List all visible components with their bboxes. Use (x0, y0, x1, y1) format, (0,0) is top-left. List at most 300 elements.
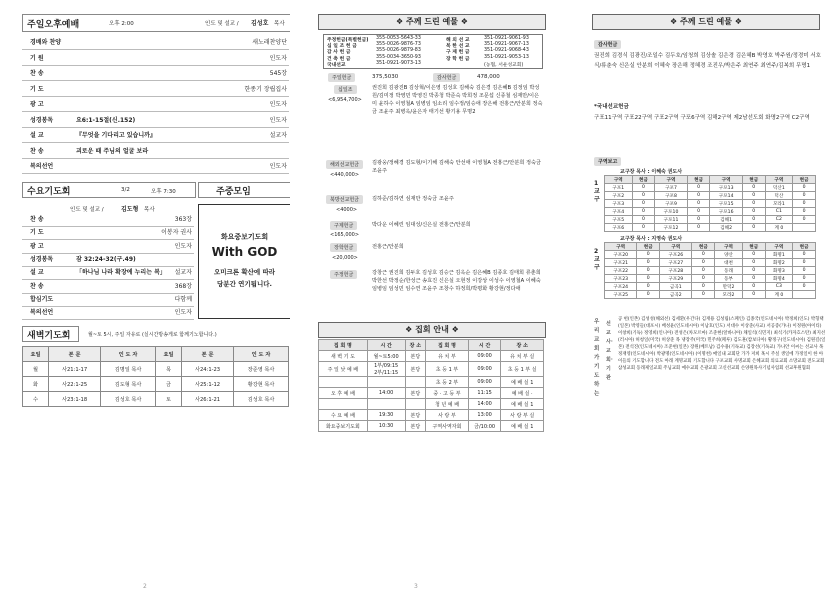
district-cell: 0 (742, 216, 765, 224)
wed-item-person: 설교자 (174, 269, 192, 277)
gathering-cell: 예 배 실 1 (501, 377, 544, 388)
district-cell: 0 (793, 251, 816, 259)
dawn-cell: 김명일 목사 (101, 362, 156, 377)
district-cell: 0 (632, 216, 655, 224)
diamond-icon: ❖ (396, 17, 407, 26)
gathering-cell: 사 랑 부 실 (501, 410, 544, 421)
fri-title: 주중모임 (216, 187, 251, 197)
relief-label: 구제헌금 (330, 221, 357, 230)
dawn-cell: 화 (23, 377, 49, 392)
district-cell: 계 0 (765, 291, 793, 299)
wed-row (22, 293, 194, 307)
wed-item-person: 인도자 (174, 242, 192, 250)
district-cell: 구포3 (605, 200, 633, 208)
district1-table (604, 175, 816, 232)
district-cell: 0 (632, 224, 655, 232)
gathering-row (319, 377, 544, 388)
district-cell: 0 (637, 251, 660, 259)
bank-account-text: 351-0921-9068-43 (484, 48, 529, 54)
gathering-row (319, 421, 544, 432)
thanks2-names: 권진희 김경식 김광진/조일수 김두호/임청희 김상솔 김은경 김은혜B 박영호 박주원/정경미 서호식/류춘숙 신은실 안분희 이혜숙 장은해 정혜경 조진우/박은주 최연주 최연주/김복희 무명1 (594, 53, 821, 69)
page-number: 3 (414, 583, 418, 590)
district-cell: 0 (793, 283, 816, 291)
district1-caption: 1교구 (594, 180, 600, 203)
district-cell: 0 (742, 291, 765, 299)
district-col-header: 구역 (605, 243, 637, 251)
scholar-names: 전홍근/안분희 (372, 244, 404, 250)
gathering-cell: 초 등 1 부 실 (501, 362, 544, 377)
gathering-cell: 본당 (405, 362, 426, 377)
district1-leader: 교구장 목사 : 이혜숙 권도사 (620, 169, 683, 175)
district-col-header: 현금 (742, 176, 765, 184)
wed-item-label: 찬 송 (30, 282, 44, 290)
afternoon-row (22, 98, 289, 112)
gathering-cell: 중 · 고 등 부 (426, 388, 469, 399)
wed-item-label: 광 고 (30, 242, 44, 250)
district-cell: 0 (637, 291, 660, 299)
diamond-icon: ❖ (731, 17, 742, 26)
district-cell (793, 224, 816, 232)
scholar-label: 장학헌금 (330, 243, 357, 252)
district-col-header: 현금 (742, 243, 765, 251)
district-cell: 0 (687, 184, 710, 192)
district-cell: 구포16 (710, 208, 742, 216)
district-cell: 모라2 (715, 291, 743, 299)
district-cell: 구포28 (660, 267, 692, 275)
dawn-cell: 황강현 목사 (234, 377, 289, 392)
wed-row (22, 213, 194, 227)
district-col-header: 구역 (715, 243, 743, 251)
district-col-header: 현금 (637, 243, 660, 251)
district-row (605, 208, 816, 216)
mission-prayer-label: 선교사·교회·기관 (606, 321, 613, 381)
wed-item-label: 복의선언 (30, 309, 54, 317)
district-cell: 동래 (715, 267, 743, 275)
district-col-header: 구역 (660, 243, 692, 251)
district-cell (793, 291, 816, 299)
district-cell: 계 0 (765, 224, 793, 232)
district-cell: 0 (692, 267, 715, 275)
afternoon-row (22, 160, 289, 174)
district-cell: 화명1 (765, 251, 793, 259)
gathering-cell: 13:00 (468, 410, 501, 421)
district-cell: 0 (687, 200, 710, 208)
afternoon-row (22, 67, 289, 81)
wed-item-person: 368장 (174, 282, 192, 290)
district-col-header: 구역 (710, 176, 742, 184)
domestic-label: *국내선교헌금 (594, 104, 629, 110)
district-cell: 구포20 (605, 251, 637, 259)
district-cell: C3 (765, 283, 793, 291)
district-cell: 0 (742, 267, 765, 275)
gathering-cell: 10:30 (367, 421, 405, 432)
dawn-col-header: 인 도 자 (234, 347, 289, 362)
page-number: 2 (143, 583, 147, 590)
afternoon-header (22, 14, 290, 32)
afternoon-row (22, 145, 289, 159)
fri-line4: 당분간 연기됩니다. (217, 280, 272, 288)
district-cell: 구포11 (655, 216, 687, 224)
tithe-label: 십일조 (334, 85, 357, 94)
district-cell: 0 (742, 224, 765, 232)
special-names: 강창근 권진희 김두호 김성호 김승근 김옥순 김은혜B 김종호 김태희 류춘희 박한선 박정순/한성근 송효진 신은실 오현정 이강상 이성수 이영철A 이혜숙 임병임 임성민 임수연 조윤주 조창수 하정희/박평화 황강현/정다애 (372, 270, 541, 292)
district-cell: 구포8 (655, 192, 687, 200)
fri-header (198, 182, 290, 198)
district-cell: 금곡1 (660, 283, 692, 291)
district-col-header: 구역 (765, 243, 793, 251)
sunday-label: 주일헌금 (328, 73, 355, 82)
sunday-amount: 375,5030 (372, 74, 399, 80)
district-col-header: 현금 (793, 176, 816, 184)
district-cell: 구포6 (605, 224, 633, 232)
wed-time: 오후 7:30 (151, 189, 176, 195)
district2-table (604, 242, 816, 299)
wed-leader-name: 김도형 (121, 206, 139, 213)
gathering-cell: 초 등 2 부 (426, 377, 469, 388)
district-col-header: 구역 (605, 176, 633, 184)
district-cell: 0 (632, 200, 655, 208)
afternoon-item-label: 경배와 찬양 (30, 39, 62, 46)
district-cell: 김해1 (710, 216, 742, 224)
district-col-header: 구역 (765, 176, 793, 184)
dawn-cell: 사24:1-23 (181, 362, 233, 377)
bank-account-text: 355-0034-3650-93 (376, 54, 421, 60)
afternoon-item-label: 찬 송 (30, 147, 44, 155)
gathering-row (319, 410, 544, 421)
thanks-amount: 478,000 (477, 74, 500, 80)
district-col-header: 현금 (632, 176, 655, 184)
district-cell: 0 (742, 200, 765, 208)
gathering-cell: 예 배 실 1 (501, 399, 544, 410)
afternoon-item-label: 설 교 (30, 132, 44, 139)
gathering-title: 집회 안내 (415, 325, 449, 334)
mission-amount: <440,000> (330, 172, 360, 178)
dawn-schedule (22, 346, 289, 407)
district-cell: C1 (765, 208, 793, 216)
district-cell: 구포27 (660, 259, 692, 267)
gathering-col-header: 시 간 (468, 340, 501, 351)
dawn-col-header: 본 문 (49, 347, 101, 362)
wed-item-label: 기 도 (30, 229, 44, 237)
district-cell: 0 (742, 259, 765, 267)
wed-title: 수요기도회 (27, 187, 71, 197)
district-cell: 화명2 (765, 259, 793, 267)
wed-item-person: 363장 (174, 216, 192, 223)
district-cell: 0 (632, 184, 655, 192)
district-cell: 대천 (715, 259, 743, 267)
district-col-header: 현금 (692, 243, 715, 251)
afternoon-row (22, 52, 289, 66)
offering-title: 주께 드린 예물 (406, 17, 458, 26)
gathering-cell (367, 377, 405, 388)
district-cell: 구포2 (605, 192, 633, 200)
fri-notice (198, 204, 290, 319)
district-row (605, 275, 816, 283)
gathering-cell: 월~토5:00 (367, 351, 405, 362)
district-row (605, 251, 816, 259)
bank-account-text: 장 학 헌 금 (446, 56, 470, 62)
gathering-cell: 본당 (405, 410, 426, 421)
dawn-cell: 사21:1-17 (49, 362, 101, 377)
district2-leader: 교구장 목사 : 지영숙 권도사 (620, 236, 683, 242)
district-cell: 0 (742, 208, 765, 216)
gathering-cell: 09:00 (468, 351, 501, 362)
bank-account-text: 351-0921-9067-13 (484, 42, 529, 48)
dawn-row (23, 392, 289, 407)
wed-item-person: 인도자 (174, 309, 192, 317)
afternoon-leader-label: 인도 및 설교 / (205, 21, 239, 27)
district-cell: 0 (632, 192, 655, 200)
district-row (605, 192, 816, 200)
thanks-label: 감사헌금 (433, 73, 460, 82)
gathering-cell: 주 일 낮 예 배 (319, 362, 368, 377)
district-cell: 0 (632, 208, 655, 216)
afternoon-item-person: 인도자 (269, 54, 287, 62)
afternoon-row (22, 129, 289, 143)
wed-item-detail: 「하나님 나라 확장에 누리는 복」 (76, 269, 166, 277)
gathering-cell: 초 등 1 부 (426, 362, 469, 377)
bank-accounts (323, 34, 543, 69)
wed-item-label: 합심기도 (30, 295, 54, 303)
wed-row (22, 226, 194, 240)
special-label: 주정헌금 (330, 270, 357, 279)
dawn-row (23, 377, 289, 392)
district-cell: 0 (637, 267, 660, 275)
dawn-header (22, 326, 79, 342)
gathering-cell: 예 배 실 1 (501, 421, 544, 432)
district-cell: C2 (765, 216, 793, 224)
district-cell: 0 (793, 267, 816, 275)
district-cell: 0 (692, 251, 715, 259)
gathering-cell: 09:00 (468, 362, 501, 377)
district2-caption: 2교구 (594, 248, 600, 271)
bank-account-text: 감 사 헌 금 (327, 50, 351, 56)
gathering-cell: 14:00 (468, 399, 501, 410)
wed-item-detail: 잠 32:24-32(구.49) (76, 255, 136, 263)
gathering-cell: 새 벽 기 도 (319, 351, 368, 362)
district-cell: 구포9 (655, 200, 687, 208)
church-prayer-label: 우리교회가기도하는 (594, 319, 600, 397)
district-cell: 0 (742, 192, 765, 200)
district-cell: 0 (687, 224, 710, 232)
district-cell: 김해2 (710, 224, 742, 232)
report-label: 구역보고 (594, 157, 621, 166)
gathering-cell (367, 399, 405, 410)
gathering-cell: 14:00 (367, 388, 405, 399)
bank-account-text: 351-0921-9061-93 (484, 36, 529, 41)
district-row (605, 259, 816, 267)
bank-account-text: 해 외 선 교 (446, 38, 470, 43)
tithe-amount: <6,954,700> (328, 97, 362, 103)
fri-line1: 화요중보기도회 (220, 233, 269, 241)
gathering-cell: 본당 (405, 388, 426, 399)
district-cell: 구포22 (605, 267, 637, 275)
district-row (605, 184, 816, 192)
wed-item-person: 이봉자 권사 (161, 229, 192, 237)
dawn-row (23, 362, 289, 377)
nk-names: 김하준/김하연 심재만 정숙금 조윤주 (372, 196, 454, 202)
diamond-icon: ❖ (670, 17, 681, 26)
district-cell: 0 (793, 192, 816, 200)
afternoon-leader-name: 김성호 (251, 20, 269, 27)
diamond-icon: ❖ (405, 325, 416, 334)
district-cell: 구포23 (605, 275, 637, 283)
afternoon-item-person: 인도자 (269, 163, 287, 170)
district-cell: 구포25 (605, 291, 637, 299)
afternoon-item-detail: 『무엇을 기다리고 있습니까』 (76, 132, 156, 139)
gathering-cell (405, 377, 426, 388)
page-3 (290, 0, 570, 594)
wed-date: 3/2 (121, 187, 130, 193)
district-cell: 구포24 (605, 283, 637, 291)
diamond-icon: ❖ (448, 325, 459, 334)
wed-row (22, 240, 194, 254)
district-cell: 구포26 (660, 251, 692, 259)
gathering-cell: 오 후 예 배 (319, 388, 368, 399)
gathering-col-header: 장 소 (501, 340, 544, 351)
page-4 (570, 0, 840, 594)
bank-account-text: 355-0026-9876-73 (376, 42, 421, 48)
afternoon-leader-role: 목사 (274, 21, 285, 27)
dawn-cell: 수 (23, 392, 49, 407)
district-cell: 0 (687, 216, 710, 224)
gathering-cell: 청 년 예 배 (426, 399, 469, 410)
district-cell: 0 (692, 291, 715, 299)
district-cell: 양산 (715, 251, 743, 259)
offering-header (318, 14, 546, 30)
gathering-cell: 예 배 실 · (501, 388, 544, 399)
domestic-names: 구포11구역 구포22구역 구포2구역 구포6구역 김해2구역 제2남선도회 화명2구역 C2구역 (594, 115, 810, 121)
afternoon-item-person: 설교자 (269, 132, 287, 139)
dawn-cell: 사25:1-12 (181, 377, 233, 392)
wed-item-label: 설 교 (30, 269, 44, 277)
afternoon-item-label: 성경봉독 (30, 116, 54, 124)
dawn-cell: 김도형 목사 (101, 377, 156, 392)
gathering-cell: 09:00 (468, 377, 501, 388)
wed-leader-role: 목사 (144, 207, 155, 213)
district-cell: 구포13 (710, 184, 742, 192)
dawn-cell: 사22:1-25 (49, 377, 101, 392)
district-cell: 구포12 (655, 224, 687, 232)
district-row (605, 283, 816, 291)
district-cell: 0 (793, 200, 816, 208)
thanks2-label: 감사헌금 (594, 40, 621, 49)
district-cell: 0 (793, 208, 816, 216)
diamond-icon: ❖ (457, 17, 468, 26)
wed-item-label: 찬 송 (30, 216, 44, 223)
gathering-row (319, 362, 544, 377)
mission-names: 김광웅/정혜경 김도형/이기해 김해숙 안선애 이영철A 전홍근/안분희 정숙금 조윤주 (372, 160, 542, 174)
district-col-header: 구역 (655, 176, 687, 184)
bank-account-text: 건 축 헌 금 (327, 56, 351, 62)
offering2-header (592, 14, 820, 30)
afternoon-item-label: 복의선언 (30, 163, 54, 170)
gathering-cell: 유 치 부 실 (501, 351, 544, 362)
district-cell: 0 (742, 275, 765, 283)
dawn-col-header: 요일 (23, 347, 49, 362)
gathering-cell (319, 377, 368, 388)
gathering-cell: 사 랑 부 (426, 410, 469, 421)
afternoon-item-person: 545장 (269, 70, 287, 77)
district-cell: 0 (793, 216, 816, 224)
bank-account-text: 구 제 헌 금 (446, 50, 470, 56)
district-cell: 0 (692, 283, 715, 291)
gathering-cell: 수 요 예 배 (319, 410, 368, 421)
gathering-cell: 금/10:00 (468, 421, 501, 432)
fri-line3: 오미크론 확산에 따라 (213, 268, 276, 276)
district-cell: 0 (742, 283, 765, 291)
afternoon-item-person: 인도자 (269, 101, 287, 108)
gathering-header (318, 322, 546, 338)
dawn-title: 새벽기도회 (27, 331, 71, 341)
district-cell: 0 (687, 192, 710, 200)
gathering-row (319, 351, 544, 362)
dawn-col-header: 인 도 자 (101, 347, 156, 362)
afternoon-row (22, 83, 289, 97)
district-cell: 0 (692, 259, 715, 267)
dawn-col-header: 요일 (155, 347, 181, 362)
bank-account-text: 국내선교 (327, 62, 346, 68)
afternoon-item-person: 한종기 장립집사 (244, 85, 287, 93)
afternoon-item-label: 찬 송 (30, 70, 44, 77)
wed-row (22, 266, 194, 280)
fri-line2: With GOD (211, 245, 278, 259)
dawn-note: 월~토 5시, 주일 자유로 (실시간방송게로 함께기노합니다.) (88, 332, 217, 338)
afternoon-item-person: 새노래찬양단 (252, 39, 287, 46)
dawn-cell: 토 (155, 392, 181, 407)
relief-amount: <165,000> (330, 232, 360, 238)
district-cell: 0 (692, 275, 715, 283)
district-cell: 0 (637, 283, 660, 291)
district-cell: 0 (637, 275, 660, 283)
district-cell: 구포14 (710, 192, 742, 200)
wed-row (22, 253, 194, 267)
mission-label: 해외선교헌금 (326, 160, 363, 169)
afternoon-row (22, 36, 289, 50)
gathering-cell: 본당 (405, 351, 426, 362)
district-cell: 0 (793, 259, 816, 267)
district-cell: 구포29 (660, 275, 692, 283)
district-cell: 구포15 (710, 200, 742, 208)
gathering-cell: 11:15 (468, 388, 501, 399)
gathering-row (319, 399, 544, 410)
gathering-cell: 1부/09:15 2부/11:15 (367, 362, 405, 377)
district-cell: 구포21 (605, 259, 637, 267)
district-cell: 0 (637, 259, 660, 267)
afternoon-item-label: 기 도 (30, 85, 44, 93)
gathering-col-header: 시 간 (367, 340, 405, 351)
mission-prayer-list: 공 헌(인촌) 김성성(해외선) 김세환(우간다) 김재용 김성림(스페인) 김종국(인도네시아) 박정희(인도) 박형택(일본) 박영들(대포시) 배성윤(인도네시아) 이남호(인도) 서대수 이상준(사교) 서공증(가나) 이정원(아이티) 이창희(기독) 정영희(인니아) 전성은(차모르마) 조준현(알바니아) 채일석(식민지) 최석기(카자흐스탄) 최지선(러시아) 허청일(미국) 허상준 목 냉장주(미국) 민주희(페루) 김도훈(캄보디아) 황정구(인도네시아) 김원길(일본) 전석진(인도네시아) 조준현(일본) 장원(베트남) 김수용(기독교) 김장선(기독교) 가나안 이씨는 선교사 목 정재영(인도네시아) 박광명(인도네시아) (이명천) 매일내 교회단 가가 저희 혹시 주실 생일에 가정일이 한 아이들의 기도합니다 전도 아래 계명교회 기도합니다 구포교회 사명교회 은혜교회 의료교회 소망교회 전도교회 삼성교회 동래제일교회 주님교회 예수교회 은광교회 고신선교회 손양원목사기념사업회 선교후원협회 (618, 317, 826, 371)
gathering-cell: 화요중보기도회 (319, 421, 368, 432)
gathering-row (319, 388, 544, 399)
wed-item-label: 성경봉독 (30, 255, 54, 263)
district-cell: 0 (687, 208, 710, 216)
dawn-cell: 사23:1-18 (49, 392, 101, 407)
gathering-cell (405, 399, 426, 410)
district-cell: 구포5 (605, 216, 633, 224)
district-cell: 만덕2 (715, 283, 743, 291)
district-cell: 금곡2 (660, 291, 692, 299)
district-cell: 화명3 (765, 267, 793, 275)
afternoon-time: 오후 2:00 (109, 21, 134, 27)
dawn-cell: 금 (155, 377, 181, 392)
gathering-cell (319, 399, 368, 410)
wed-item-person: 다함께 (174, 295, 192, 303)
district-cell: 화명4 (765, 275, 793, 283)
afternoon-item-label: 광 고 (30, 101, 44, 108)
district-cell: 0 (742, 184, 765, 192)
gathering-col-header: 집 회 명 (319, 340, 368, 351)
